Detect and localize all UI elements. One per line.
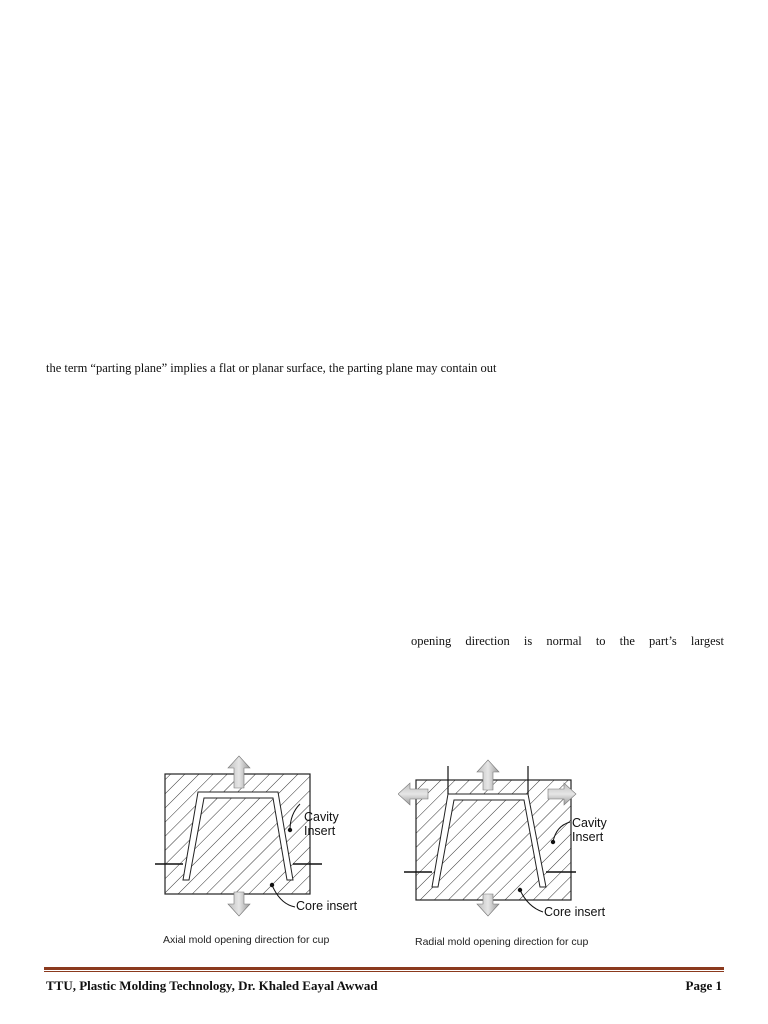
axial-mold-figure bbox=[150, 752, 375, 952]
axial-mold-drawing bbox=[150, 752, 375, 952]
cavity-insert-label: Insert bbox=[304, 824, 336, 838]
footer-title: TTU, Plastic Molding Technology, Dr. Khaled Eayal Awwad bbox=[46, 978, 378, 993]
figure-caption: Radial mold opening direction for cup bbox=[415, 936, 589, 948]
footer-divider bbox=[44, 967, 724, 970]
radial-mold-drawing bbox=[398, 752, 630, 952]
page-number: Page 1 bbox=[685, 978, 722, 993]
cavity-insert-label: Insert bbox=[572, 830, 604, 844]
footer-divider bbox=[44, 971, 724, 972]
body-text-line: opening direction is normal to the part’s largest bbox=[411, 634, 724, 648]
cavity-insert-label: Cavity bbox=[304, 810, 339, 824]
cavity-insert-label: Cavity bbox=[572, 816, 607, 830]
radial-mold-figure bbox=[398, 752, 630, 952]
core-insert-label: Core insert bbox=[296, 899, 358, 913]
figure-caption: Axial mold opening direction for cup bbox=[163, 934, 330, 946]
core-insert-label: Core insert bbox=[544, 905, 606, 919]
arrow-down-icon bbox=[228, 892, 250, 916]
body-text-line: the term “parting plane” implies a flat or planar surface, the parting plane may contain out bbox=[46, 361, 497, 375]
